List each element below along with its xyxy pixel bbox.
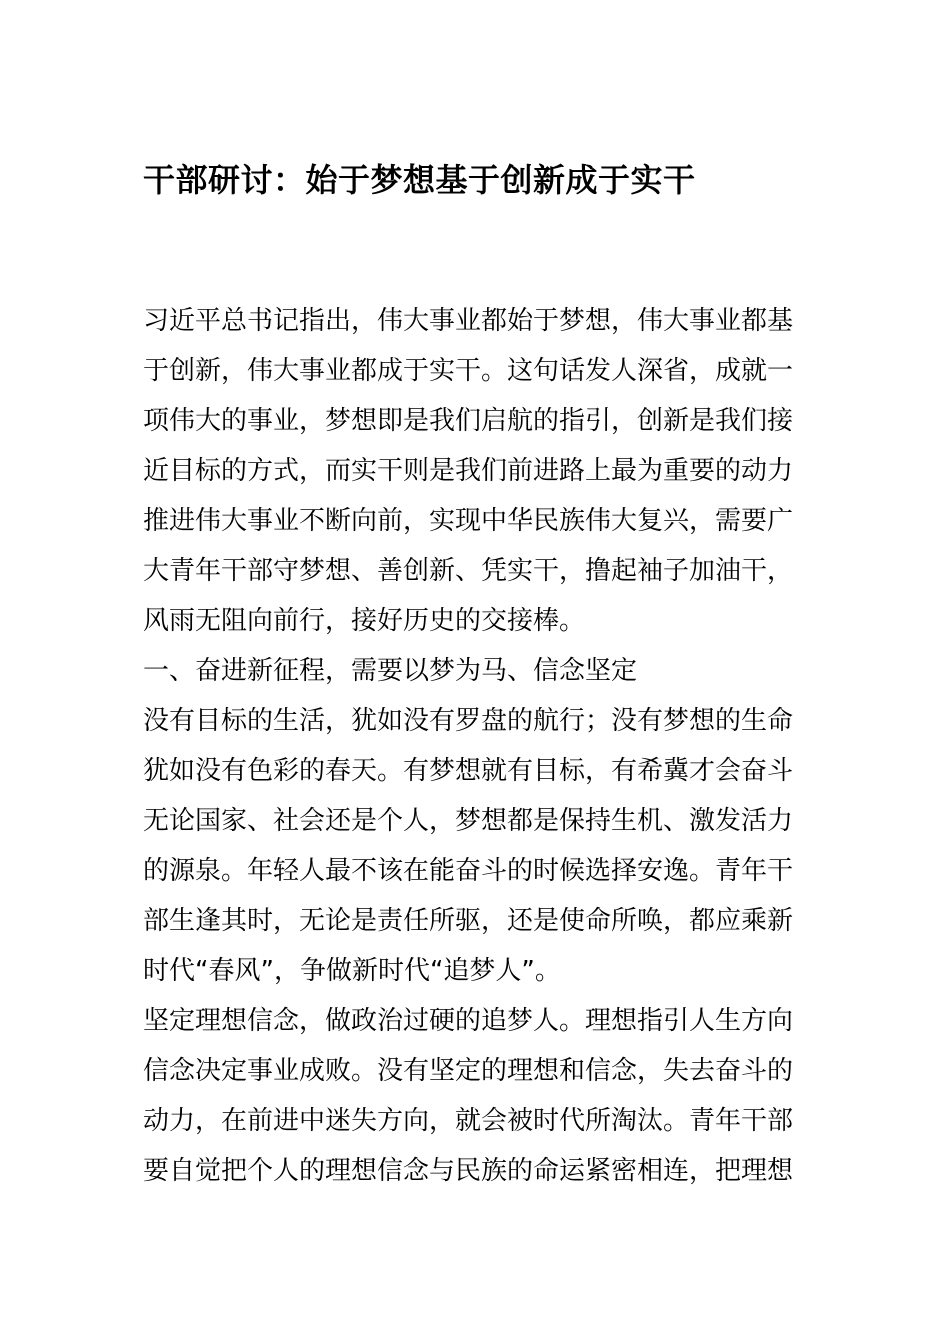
text-line: 近目标的方式，而实干则是我们前进路上最为重要的动力 bbox=[143, 456, 794, 486]
text-line: 犹如没有色彩的春天。有梦想就有目标，有希冀才会奋斗 bbox=[143, 756, 794, 786]
section-heading: 一、奋进新征程，需要以梦为马、信念坚定 bbox=[143, 656, 638, 686]
text-line: 动力，在前进中迷失方向，就会被时代所淘汰。青年干部 bbox=[143, 1106, 794, 1136]
text-line: 没有目标的生活，犹如没有罗盘的航行；没有梦想的生命 bbox=[143, 706, 794, 736]
text-line: 部生逢其时，无论是责任所驱，还是使命所唤，都应乘新 bbox=[143, 906, 794, 936]
text-line: 习近平总书记指出，伟大事业都始于梦想，伟大事业都基 bbox=[143, 306, 794, 336]
text-line: 无论国家、社会还是个人，梦想都是保持生机、激发活力 bbox=[143, 806, 794, 836]
document-title: 干部研讨：始于梦想基于创新成于实干 bbox=[143, 161, 696, 199]
text-line: 大青年干部守梦想、善创新、凭实干，撸起袖子加油干， bbox=[143, 556, 794, 586]
text-line: 推进伟大事业不断向前，实现中华民族伟大复兴，需要广 bbox=[143, 506, 794, 536]
text-line: 风雨无阻向前行，接好历史的交接棒。 bbox=[143, 606, 586, 636]
text-line: 于创新，伟大事业都成于实干。这句话发人深省，成就一 bbox=[143, 356, 794, 386]
document-body bbox=[143, 296, 807, 1196]
text-line: 的源泉。年轻人最不该在能奋斗的时候选择安逸。青年干 bbox=[143, 856, 794, 886]
text-line: 项伟大的事业，梦想即是我们启航的指引，创新是我们接 bbox=[143, 406, 794, 436]
text-line: 信念决定事业成败。没有坚定的理想和信念，失去奋斗的 bbox=[143, 1056, 794, 1086]
text-line: 要自觉把个人的理想信念与民族的命运紧密相连，把理想 bbox=[143, 1156, 794, 1186]
text-line: 坚定理想信念，做政治过硬的追梦人。理想指引人生方向 bbox=[143, 1006, 794, 1036]
text-line: 时代“春风”，争做新时代“追梦人”。 bbox=[143, 956, 561, 986]
